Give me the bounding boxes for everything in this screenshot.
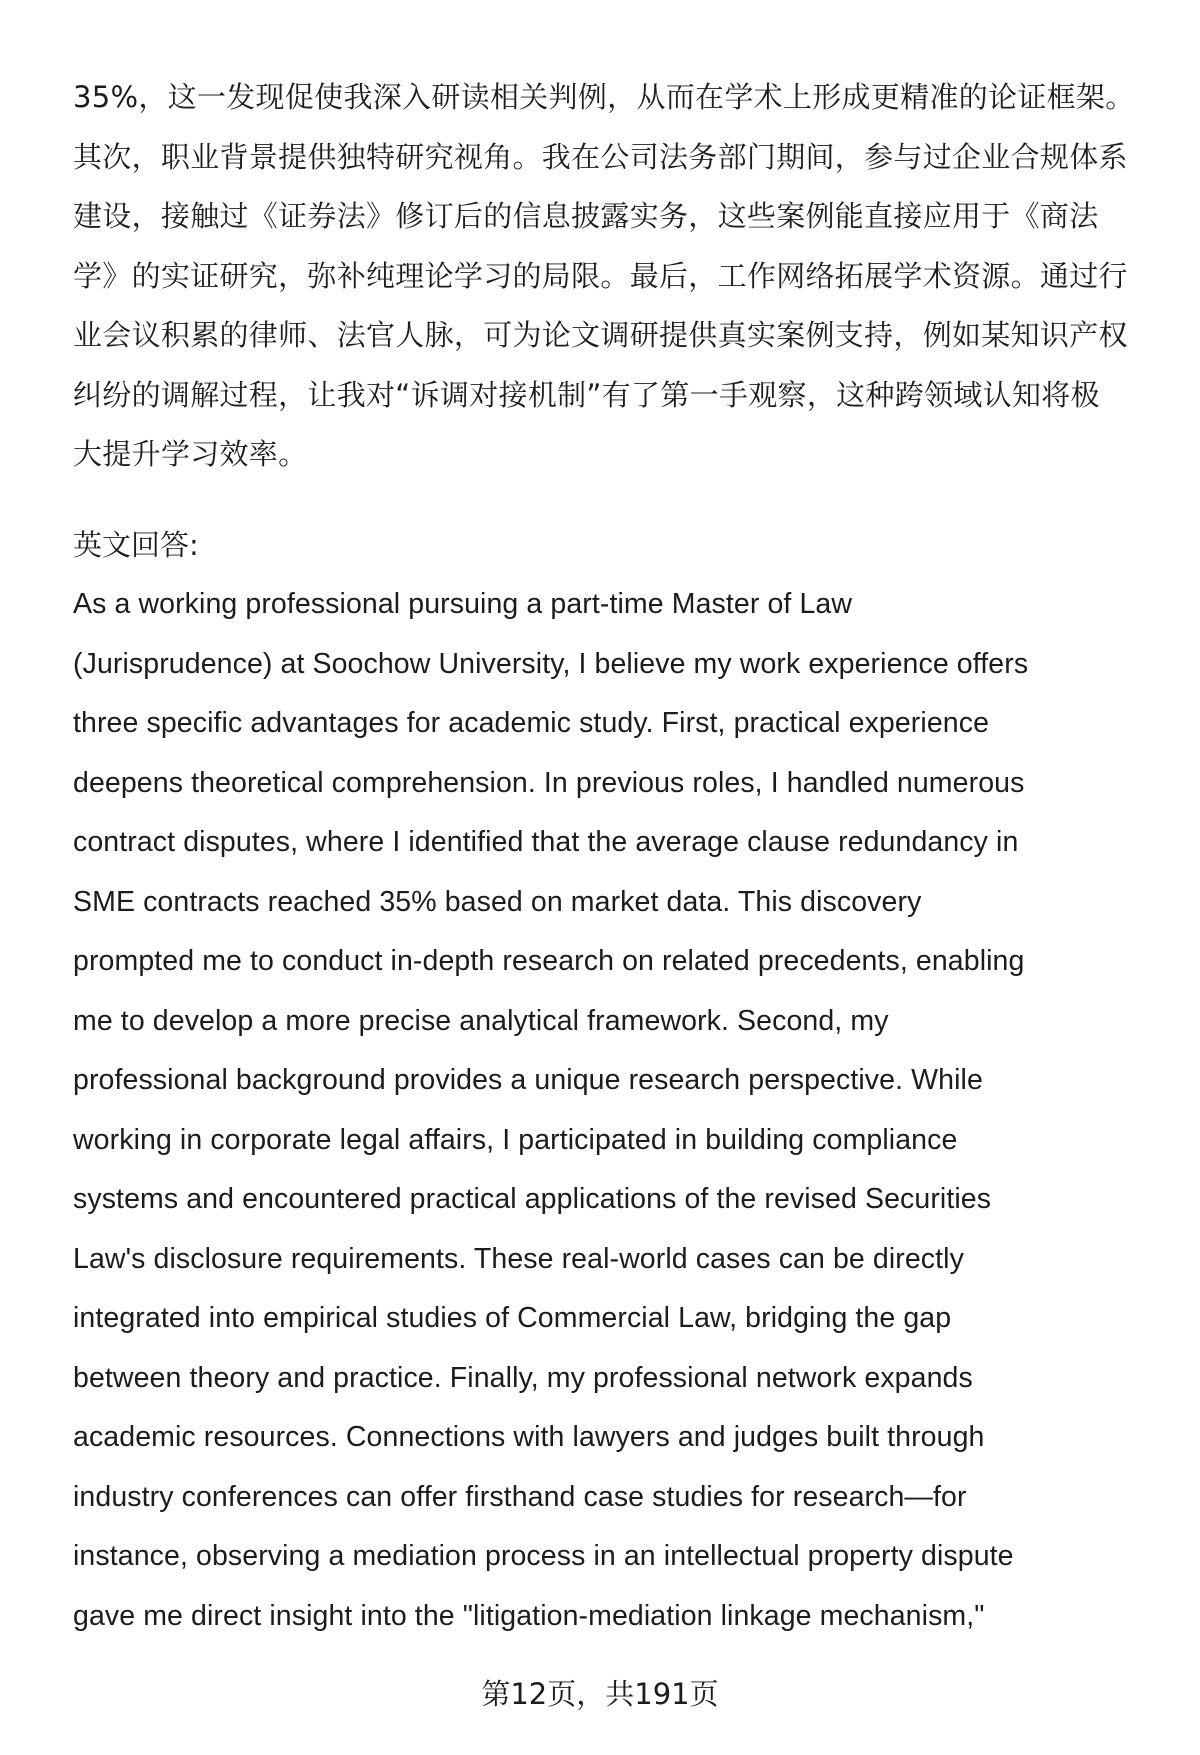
- english-text-line: SME contracts reached 35% based on market data. This discovery: [73, 885, 922, 918]
- chinese-text-line: 35%，这一发现促使我深入研读相关判例，从而在学术上形成更精准的论证框架。: [73, 80, 1135, 114]
- chinese-text-line: 大提升学习效率。: [73, 437, 308, 471]
- english-text-line: three specific advantages for academic study. First, practical experience: [73, 707, 990, 739]
- english-text-line: contract disputes, where I identified that the average clause redundancy in: [73, 826, 1019, 858]
- english-text-line: As a working professional pursuing a part-time Master of Law: [73, 588, 853, 620]
- chinese-text-line: 纠纷的调解过程，让我对“诉调对接机制”有了第一手观察，这种跨领域认知将极: [73, 377, 1100, 412]
- english-text-line: between theory and practice. Finally, my professional network expands: [73, 1361, 973, 1394]
- chinese-text-line: 其次，职业背景提供独特研究视角。我在公司法务部门期间，参与过企业合规体系: [73, 139, 1128, 174]
- chinese-text-line: 建设，接触过《证券法》修订后的信息披露实务，这些案例能直接应用于《商法: [73, 199, 1099, 233]
- english-text-line: working in corporate legal affairs, I participated in building compliance: [73, 1123, 958, 1156]
- page-number-footer: 第12页，共191页: [481, 1677, 719, 1711]
- english-text-line: instance, observing a mediation process in an intellectual property dispute: [73, 1540, 1014, 1572]
- english-text-line: integrated into empirical studies of Commercial Law, bridging the gap: [73, 1302, 952, 1334]
- english-text-line: industry conferences can offer firsthand case studies for research—for: [73, 1480, 967, 1513]
- english-text-line: deepens theoretical comprehension. In previous roles, I handled numerous: [73, 766, 1025, 799]
- english-text-line: gave me direct insight into the "litigation-mediation linkage mechanism,": [73, 1599, 985, 1632]
- english-text-line: prompted me to conduct in-depth research on related precedents, enabling: [73, 945, 1025, 977]
- english-text-line: (Jurisprudence) at Soochow University, I believe my work experience offers: [73, 647, 1029, 680]
- english-text-line: academic resources. Connections with lawyers and judges built through: [73, 1421, 985, 1453]
- english-text-line: me to develop a more precise analytical framework. Second, my: [73, 1004, 889, 1037]
- english-text-line: professional background provides a unique research perspective. While: [73, 1064, 983, 1096]
- chinese-text-line: 业会议积累的律师、法官人脉，可为论文调研提供真实案例支持，例如某知识产权: [73, 318, 1128, 352]
- english-answer-heading: 英文回答:: [73, 528, 199, 562]
- chinese-text-line: 学》的实证研究，弥补纯理论学习的局限。最后，工作网络拓展学术资源。通过行: [73, 258, 1128, 293]
- chinese-answer-paragraph: [73, 68, 1183, 485]
- english-answer-paragraph: [73, 575, 1183, 1646]
- english-text-line: Law's disclosure requirements. These real-world cases can be directly: [73, 1242, 964, 1275]
- english-text-line: systems and encountered practical applications of the revised Securities: [73, 1183, 992, 1215]
